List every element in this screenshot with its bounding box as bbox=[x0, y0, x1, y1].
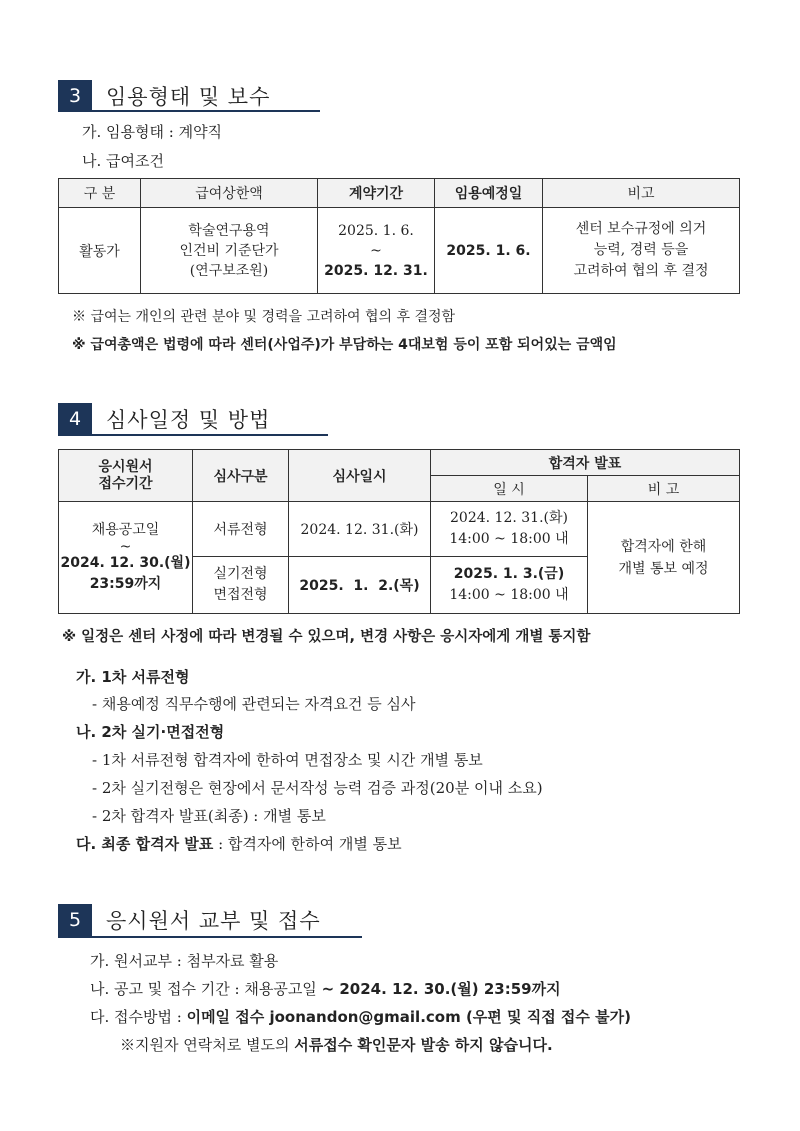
th-result-date: 일 시 bbox=[431, 476, 588, 502]
th-period: 계약기간 bbox=[318, 179, 435, 208]
th-category: 구 분 bbox=[59, 179, 141, 208]
period-end: 2025. 12. 31. bbox=[324, 262, 428, 279]
salary-cell bbox=[141, 208, 318, 294]
practical-review-type bbox=[193, 557, 289, 614]
result-time: 14:00 ~ 18:00 내 bbox=[449, 587, 569, 603]
result-date: 2024. 12. 31.(화) bbox=[450, 510, 568, 526]
application-distribution: 가. 원서교부 : 첨부자료 활용 bbox=[90, 952, 279, 970]
th-salary: 급여상한액 bbox=[141, 179, 318, 208]
section-title: 응시원서 교부 및 접수 bbox=[106, 909, 321, 933]
salary-table bbox=[58, 178, 740, 294]
receipt-period-cell bbox=[59, 502, 193, 614]
section-4-header bbox=[58, 403, 270, 435]
salary-line: 인건비 기준단가 bbox=[179, 242, 279, 259]
second-review-item: - 1차 서류전형 합격자에 한하여 면접장소 및 시간 개별 통보 bbox=[92, 751, 483, 769]
doc-result-cell bbox=[431, 502, 588, 557]
header-line: 접수기간 bbox=[98, 475, 153, 492]
section-underline bbox=[58, 434, 328, 436]
row-label: 활동가 bbox=[59, 208, 141, 294]
period-cell bbox=[318, 208, 435, 294]
th-receipt-period bbox=[59, 450, 193, 502]
doc-review-date: 2024. 12. 31.(화) bbox=[289, 502, 431, 557]
method-prefix: 다. 접수방법 : bbox=[90, 1008, 187, 1026]
final-result-title: 다. 최종 합격자 발표 bbox=[76, 835, 214, 853]
section-number: 5 bbox=[58, 904, 92, 936]
th-review-type: 심사구분 bbox=[193, 450, 289, 502]
header-line: 응시원서 bbox=[98, 458, 153, 475]
salary-conditions-heading: 나. 급여조건 bbox=[82, 152, 164, 170]
note-prefix: ※지원자 연락처로 별도의 bbox=[120, 1036, 295, 1054]
remark-line: 센터 보수규정에 의거 bbox=[575, 221, 707, 237]
doc-review-type: 서류전형 bbox=[193, 502, 289, 557]
th-result-announcement: 합격자 발표 bbox=[431, 450, 740, 476]
result-time: 14:00 ~ 18:00 내 bbox=[449, 531, 569, 547]
practical-result-cell bbox=[431, 557, 588, 614]
application-period bbox=[90, 978, 561, 999]
th-review-date: 심사일시 bbox=[289, 450, 431, 502]
receipt-deadline: 2024. 12. 30.(월) bbox=[60, 555, 191, 571]
salary-line: (연구보조원) bbox=[189, 262, 269, 279]
section-title: 임용형태 및 보수 bbox=[106, 85, 271, 109]
period-deadline: ~ 2024. 12. 30.(월) 23:59까지 bbox=[321, 980, 561, 998]
salary-total-note: ※ 급여총액은 법령에 따라 센터(사업주)가 부담하는 4대보험 등이 포함 되어있는 금액임 bbox=[72, 337, 617, 353]
result-date: 2025. 1. 3.(금) bbox=[453, 566, 565, 582]
application-method bbox=[90, 1006, 631, 1027]
start-date-cell: 2025. 1. 6. bbox=[435, 208, 543, 294]
second-review-item: - 2차 실기전형은 현장에서 문서작성 능력 검증 과정(20분 이내 소요) bbox=[92, 779, 543, 797]
period-prefix: 나. 공고 및 접수 기간 : 채용공고일 bbox=[90, 980, 322, 998]
receipt-line: ~ bbox=[119, 539, 132, 555]
period-tilde: ~ bbox=[370, 242, 382, 259]
receipt-deadline-time: 23:59까지 bbox=[89, 576, 162, 592]
practical-review-date: 2025. 1. 2.(목) bbox=[289, 557, 431, 614]
remark-cell bbox=[543, 208, 740, 294]
final-result-text: : 합격자에 한하여 개별 통보 bbox=[213, 835, 402, 853]
final-result-line bbox=[76, 833, 402, 854]
second-review-title: 나. 2차 실기·면접전형 bbox=[76, 723, 225, 741]
receipt-line: 채용공고일 bbox=[91, 522, 160, 538]
note-line: 개별 통보 예정 bbox=[618, 560, 709, 577]
section-3-header bbox=[58, 80, 270, 112]
note-bold: 서류접수 확인문자 발송 하지 않습니다. bbox=[294, 1036, 553, 1054]
section-5-header bbox=[58, 904, 321, 936]
salary-line: 학술연구용역 bbox=[188, 222, 270, 239]
method-detail: 이메일 접수 joonandon@gmail.com (우편 및 직접 접수 불가) bbox=[186, 1008, 631, 1026]
th-result-note: 비 고 bbox=[588, 476, 740, 502]
remark-line: 고려하여 협의 후 결정 bbox=[573, 263, 709, 279]
remark-line: 능력, 경력 등을 bbox=[593, 242, 689, 258]
second-review-item: - 2차 합격자 발표(최종) : 개별 통보 bbox=[92, 807, 326, 825]
result-note-cell bbox=[588, 502, 740, 614]
type-line: 면접전형 bbox=[213, 587, 268, 603]
section-underline bbox=[58, 110, 320, 112]
employment-type: 가. 임용형태 : 계약직 bbox=[82, 123, 223, 141]
first-review-title: 가. 1차 서류전형 bbox=[76, 668, 190, 686]
section-number: 4 bbox=[58, 403, 92, 435]
schedule-note: ※ 일정은 센터 사정에 따라 변경될 수 있으며, 변경 사항은 응시자에게 개별 통지함 bbox=[62, 629, 591, 645]
type-line: 실기전형 bbox=[213, 566, 268, 582]
th-start-date: 임용예정일 bbox=[435, 179, 543, 208]
salary-note: ※ 급여는 개인의 관련 분야 및 경력을 고려하여 협의 후 결정함 bbox=[72, 309, 456, 325]
section-number: 3 bbox=[58, 80, 92, 112]
period-start: 2025. 1. 6. bbox=[338, 222, 414, 239]
section-title: 심사일정 및 방법 bbox=[106, 408, 271, 432]
schedule-table bbox=[58, 449, 740, 614]
application-note bbox=[120, 1034, 553, 1055]
first-review-item: - 채용예정 직무수행에 관련되는 자격요건 등 심사 bbox=[92, 695, 416, 713]
note-line: 합격자에 한해 bbox=[620, 538, 707, 555]
section-underline bbox=[58, 936, 362, 938]
th-remark: 비고 bbox=[543, 179, 740, 208]
